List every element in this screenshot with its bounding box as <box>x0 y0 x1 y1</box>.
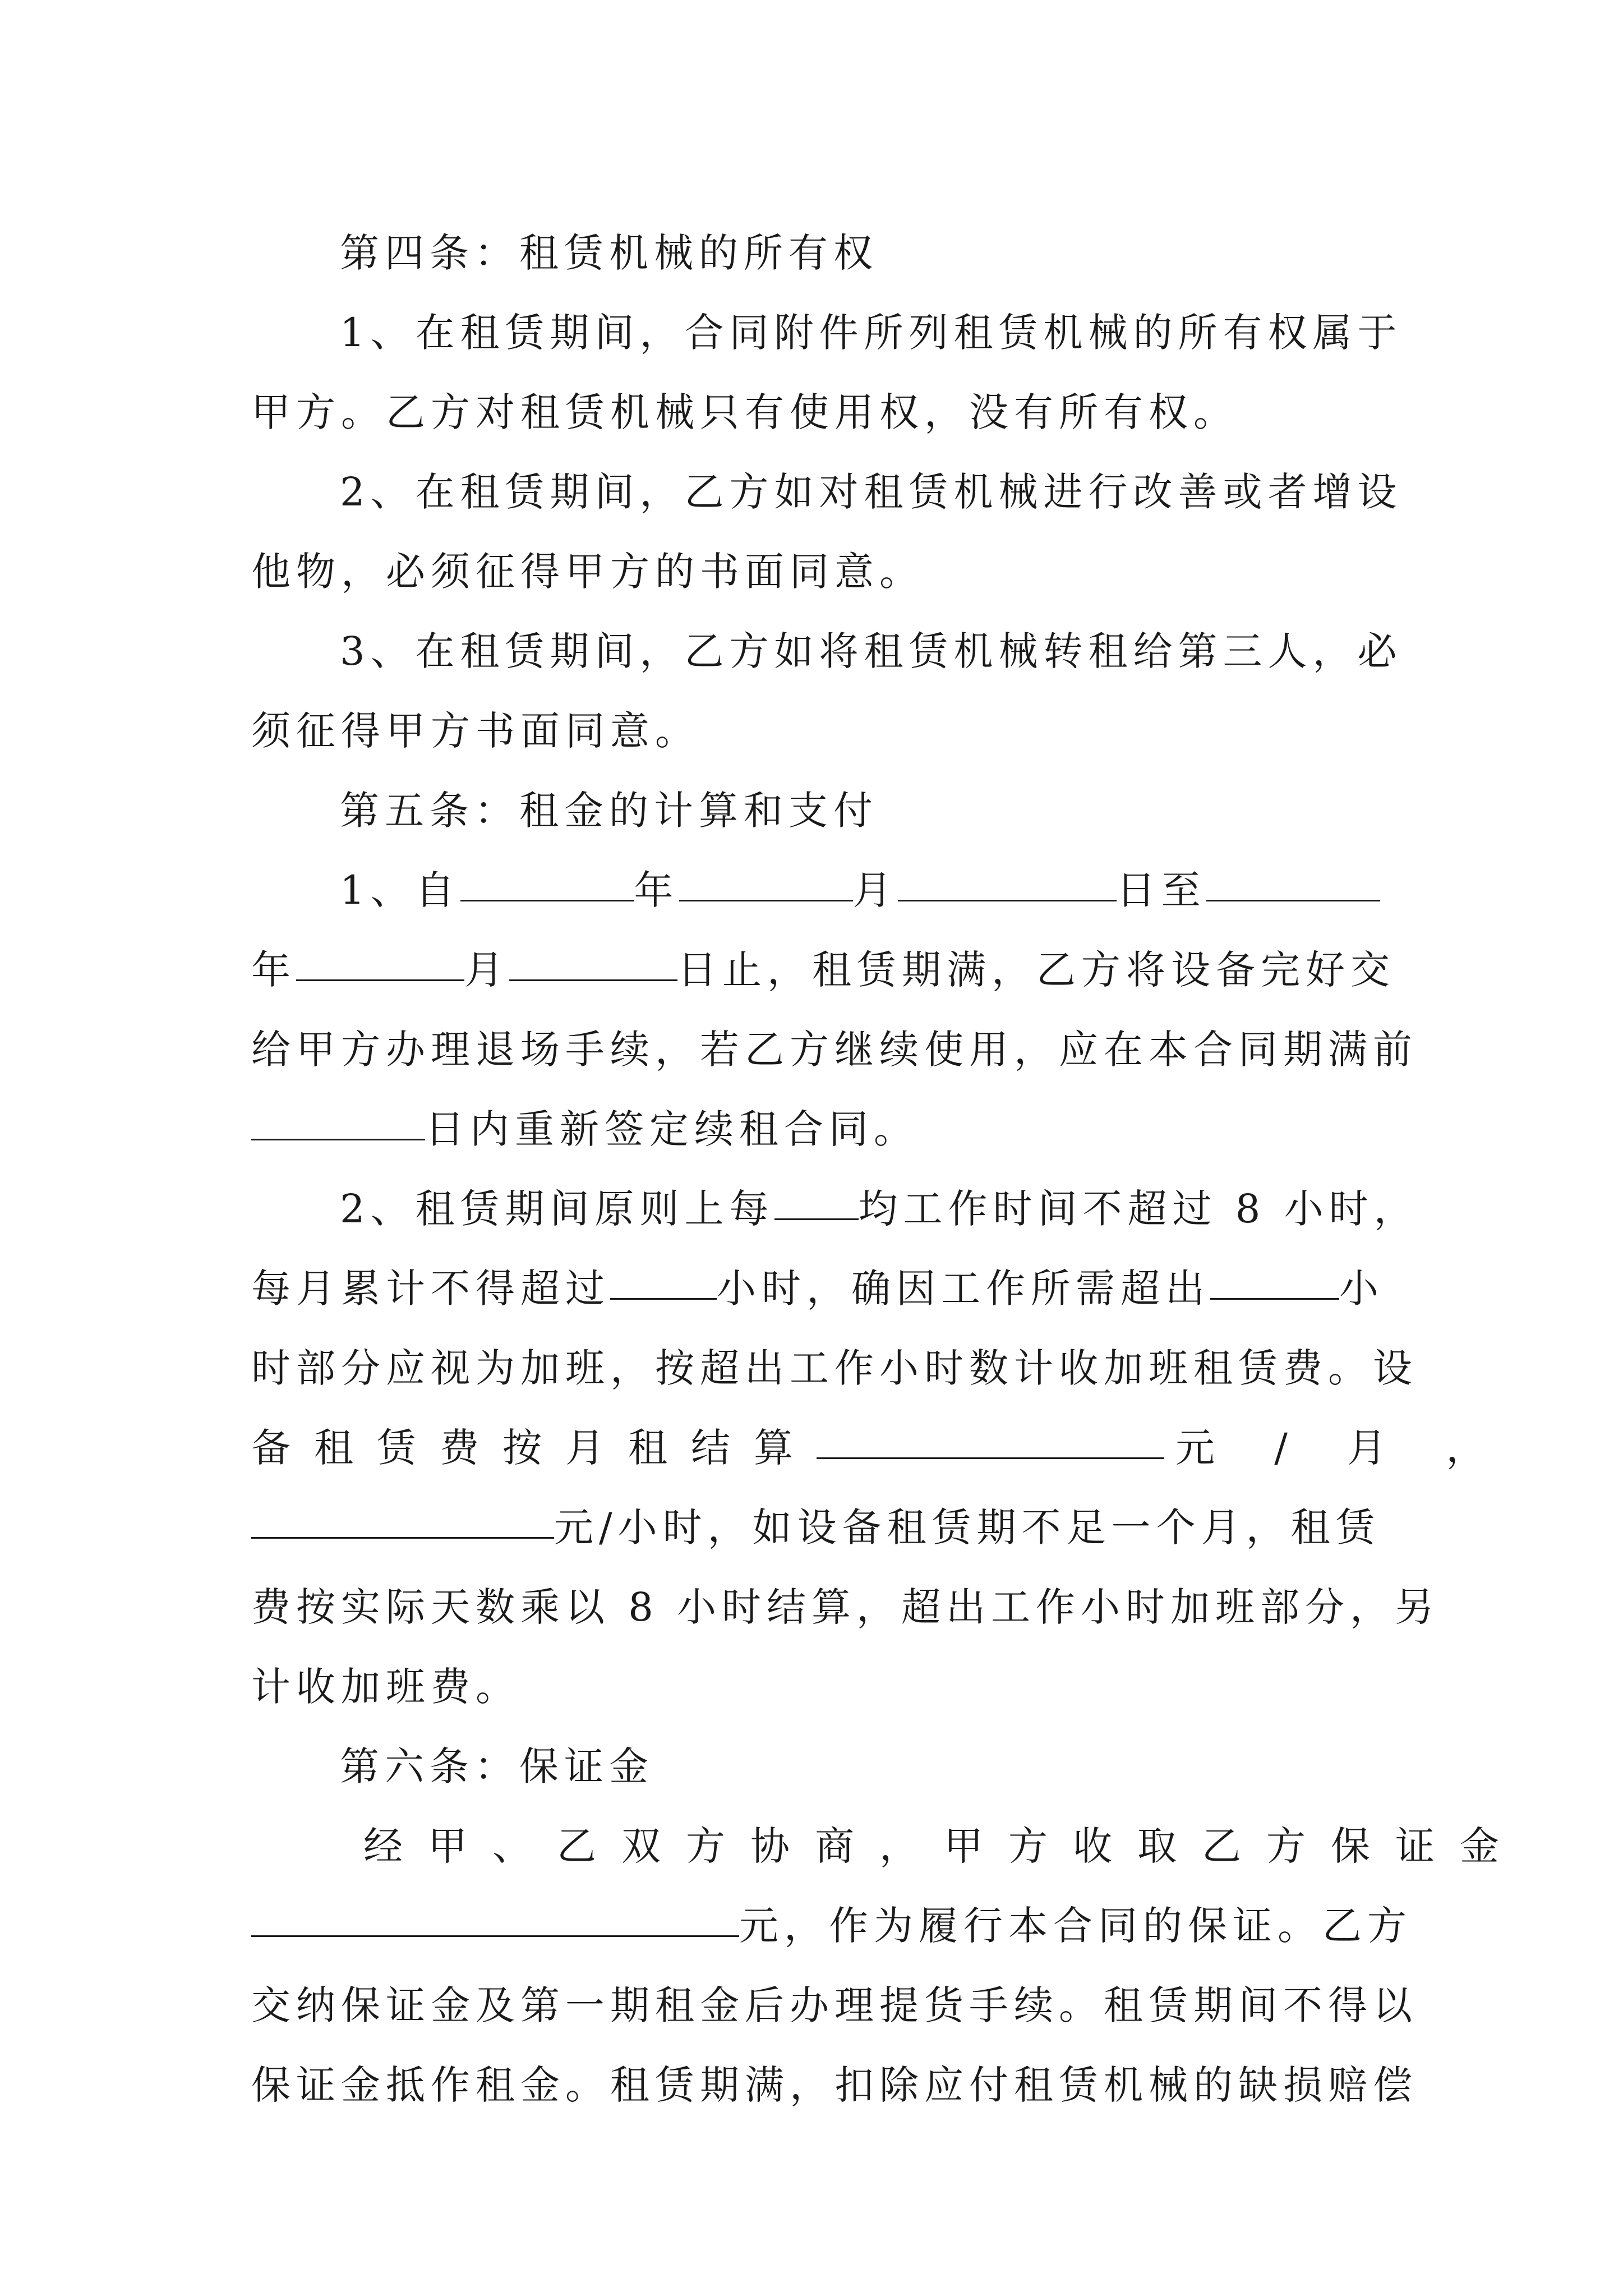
text-segment: 备租赁费按月租结算 <box>251 1425 817 1471</box>
fill-in-blank-overtime-hours[interactable] <box>1210 1249 1339 1300</box>
fill-in-blank-renewal-days[interactable] <box>251 1089 425 1140</box>
fill-in-blank-period[interactable] <box>774 1169 859 1220</box>
article-6-line-3: 交纳保证金及第一期租金后办理提货手续。租赁期间不得以 <box>251 1982 1418 2028</box>
fill-in-blank-end-day[interactable] <box>509 930 677 981</box>
article-4-clause-2-line-2: 他物，必须征得甲方的书面同意。 <box>251 549 924 595</box>
article-5-clause-2-line-3: 时部分应视为加班，按超出工作小时数计收加班租赁费。设 <box>251 1345 1418 1391</box>
fill-in-blank-start-month[interactable] <box>679 850 853 901</box>
fill-in-blank-deposit-amount[interactable] <box>251 1886 739 1937</box>
text-segment: 月 <box>852 867 898 913</box>
text-segment: 日至 <box>1116 867 1206 913</box>
text-segment: 日止，租赁期满，乙方将设备完好交 <box>677 947 1395 993</box>
article-5-clause-1-line-4 <box>251 1089 1385 1169</box>
article-4-clause-1-line-2: 甲方。乙方对租赁机械只有使用权，没有所有权。 <box>251 389 1238 435</box>
article-5-heading: 第五条：租金的计算和支付 <box>340 788 878 834</box>
text-segment: 元 / 月 ， <box>1175 1425 1509 1471</box>
document-page <box>251 213 1524 2125</box>
article-4-clause-3-line-2: 须征得甲方书面同意。 <box>251 708 700 754</box>
fill-in-blank-start-year[interactable] <box>460 850 634 901</box>
text-segment: 元，作为履行本合同的保证。乙方 <box>739 1903 1412 1949</box>
text-segment: 元/小时，如设备租赁期不足一个月，租赁 <box>554 1504 1381 1550</box>
article-6-line-1: 经甲、乙双方协商，甲方收取乙方保证金 <box>363 1823 1524 1869</box>
article-5-clause-2-line-1 <box>251 1169 1419 1249</box>
fill-in-blank-end-year[interactable] <box>1206 850 1380 901</box>
fill-in-blank-start-day[interactable] <box>898 850 1117 901</box>
text-segment: 年 <box>634 867 679 913</box>
text-segment: 每月累计不得超过 <box>251 1266 610 1312</box>
text-segment: 月 <box>464 947 509 993</box>
text-segment: 日内重新签定续租合同。 <box>425 1106 919 1152</box>
text-segment: 均工作时间不超过 8 小时， <box>858 1186 1419 1232</box>
article-5-clause-2-line-7: 计收加班费。 <box>251 1664 520 1710</box>
fill-in-blank-monthly-hours[interactable] <box>610 1249 717 1300</box>
fill-in-blank-end-month[interactable] <box>296 930 464 981</box>
article-5-clause-2-line-4 <box>251 1408 1509 1488</box>
article-5-clause-2-line-6: 费按实际天数乘以 8 小时结算，超出工作小时加班部分，另 <box>251 1584 1440 1630</box>
article-5-clause-2-line-5 <box>251 1488 1385 1567</box>
text-segment: 小时，确因工作所需超出 <box>717 1266 1210 1312</box>
text-segment: 年 <box>251 947 296 993</box>
article-5-clause-2-line-2 <box>251 1249 1385 1328</box>
text-segment: 2、租赁期间原则上每 <box>340 1186 774 1232</box>
article-5-clause-1-line-3: 给甲方办理退场手续，若乙方继续使用，应在本合同期满前 <box>251 1027 1418 1073</box>
text-segment: 1、自 <box>340 867 460 913</box>
article-4-clause-2-line-1: 2、在租赁期间，乙方如对租赁机械进行改善或者增设 <box>340 469 1403 515</box>
fill-in-blank-hourly-rent[interactable] <box>251 1488 554 1539</box>
article-4-clause-1-line-1: 1、在租赁期间，合同附件所列租赁机械的所有权属于 <box>340 310 1403 356</box>
article-5-clause-1-line-2 <box>251 930 1395 1010</box>
fill-in-blank-monthly-rent[interactable] <box>817 1408 1164 1459</box>
text-segment: 小 <box>1339 1266 1384 1312</box>
article-5-clause-1-line-1 <box>251 850 1385 930</box>
article-6-line-4: 保证金抵作租金。租赁期满，扣除应付租赁机械的缺损赔偿 <box>251 2062 1418 2108</box>
article-4-heading: 第四条：租赁机械的所有权 <box>340 230 878 276</box>
article-4-clause-3-line-1: 3、在租赁期间，乙方如将租赁机械转租给第三人，必 <box>340 628 1403 674</box>
article-6-heading: 第六条：保证金 <box>340 1743 654 1789</box>
article-6-line-2 <box>251 1886 1412 1966</box>
